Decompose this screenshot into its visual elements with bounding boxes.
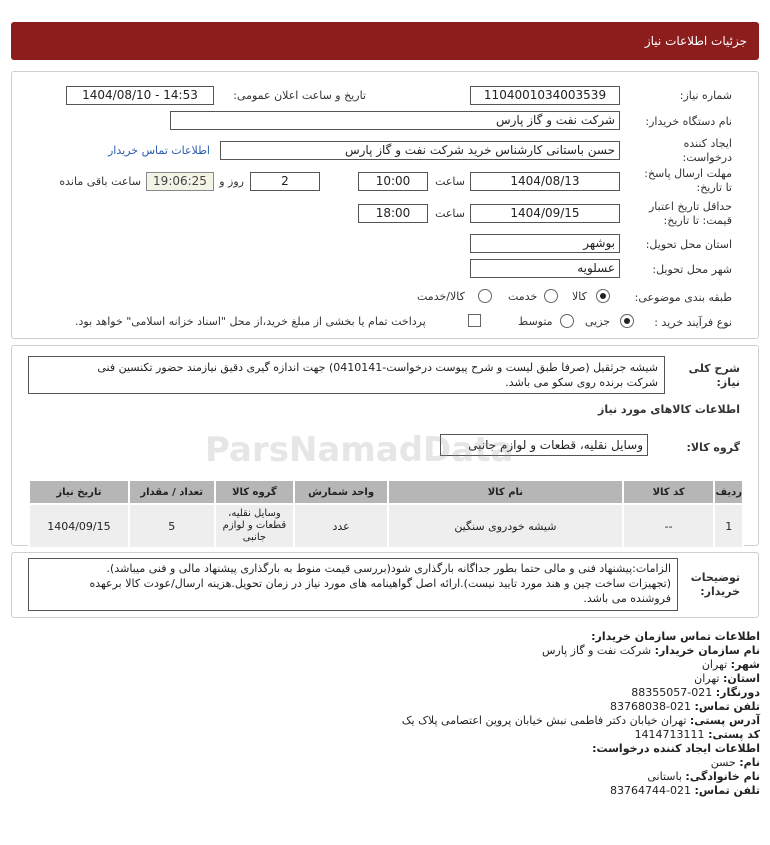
buyer-org-field: شرکت نفت و گاز پارس (170, 111, 620, 130)
creator-label-2: درخواست: (682, 151, 732, 164)
watermark-text: ParsNamadData (205, 430, 514, 470)
city-field: عسلویه (470, 259, 620, 278)
announce-field: 1404/08/10 - 14:53 (66, 86, 214, 105)
days-field: 2 (250, 172, 320, 191)
category-radio-goods-service[interactable] (478, 289, 492, 303)
contact-fax-line (631, 686, 760, 699)
remaining-label: ساعت باقی مانده (59, 175, 141, 188)
col-code: کد کالا (623, 480, 715, 504)
col-row: ردیف (714, 480, 743, 504)
contact-province-label: استان: (723, 672, 760, 685)
contact-fax: 021-88355057 (631, 686, 713, 699)
category-label: طبقه بندی موضوعی: (634, 291, 732, 304)
process-radio-medium[interactable] (560, 314, 574, 328)
col-date: تاریخ نیاز (29, 480, 129, 504)
buyer-notes-label-2: خریدار: (700, 585, 740, 598)
contact-org-label: نام سازمان خریدار: (654, 644, 760, 657)
cell-group (215, 504, 295, 548)
payment-note: پرداخت تمام یا بخشی از مبلغ خرید،از محل "اسناد خزانه اسلامی" خواهد بود. (75, 315, 426, 328)
creator-last-name-line (647, 770, 760, 783)
creator-title-line (592, 742, 760, 755)
goods-group-field: وسایل نقلیه، قطعات و لوازم جانبی (440, 434, 648, 456)
col-unit: واحد شمارش (294, 480, 388, 504)
validity-time-label: ساعت (435, 207, 465, 220)
creator-last-name-label: نام خانوادگی: (685, 770, 760, 783)
creator-phone-line (610, 784, 760, 797)
creator-first-name-label: نام: (739, 756, 760, 769)
contact-address-line (402, 714, 760, 727)
cell-date: 1404/09/15 (29, 504, 129, 548)
goods-group-label: گروه کالا: (686, 441, 740, 454)
buyer-notes-label-1: توضیحات (690, 571, 740, 584)
buyer-notes-line-1: الزامات:پیشنهاد فنی و مالی حتما بطور جداگانه بارگذاری شود(بررسی قیمت منوط به بارگذاری پیشنهاد مالی و فنی میباشد). (106, 562, 671, 575)
creator-field: حسن باستانی کارشناس خرید شرکت نفت و گاز پارس (220, 141, 620, 160)
days-label: روز و (219, 175, 244, 188)
process-option-medium: متوسط (518, 315, 553, 328)
announce-label: تاریخ و ساعت اعلان عمومی: (233, 89, 366, 102)
contact-city: تهران (701, 658, 728, 671)
category-option-goods: کالا (572, 290, 587, 303)
cell-qty: 5 (129, 504, 215, 548)
remaining-time-field: 19:06:25 (146, 172, 214, 191)
description-text-1: شیشه جرثقیل (صرفا طبق لیست و شرح پیوست درخواست-0410141) جهت اندازه گیری دقیق نیازمند حضور تکنسین فنی (97, 361, 658, 374)
cell-name: شیشه خودروی سنگین (388, 504, 623, 548)
creator-last-name: باستانی (647, 770, 682, 783)
contact-postal: 1414713111 (634, 728, 705, 741)
category-option-goods-service: کالا/خدمت (417, 290, 465, 303)
buyer-notes-line-2: (تجهیزات ساخت چین و هند مورد تایید نیست).ارائه اصل گواهینامه های مورد نیاز در زمان تحویل.هزینه ارسال/عودت کالا برعهده (89, 577, 671, 590)
treasury-checkbox[interactable] (468, 314, 481, 327)
deadline-date-field: 1404/08/13 (470, 172, 620, 191)
buyer-notes-box (28, 558, 678, 611)
contact-title-line (591, 630, 760, 643)
contact-org: شرکت نفت و گاز پارس (542, 644, 652, 657)
goods-section-title: اطلاعات کالاهای مورد نیاز (598, 403, 740, 416)
contact-province: تهران (694, 672, 720, 685)
validity-label-1: حداقل تاریخ اعتبار (648, 200, 732, 213)
contact-postal-label: کد پستی: (708, 728, 760, 741)
table-row (29, 504, 743, 548)
col-name: نام کالا (388, 480, 623, 504)
contact-address-label: آدرس پستی: (689, 714, 760, 727)
contact-title: اطلاعات تماس سازمان خریدار: (591, 630, 760, 643)
goods-table (28, 479, 744, 549)
buyer-org-label: نام دستگاه خریدار: (645, 115, 732, 128)
process-radio-minor[interactable] (620, 314, 634, 328)
province-field: بوشهر (470, 234, 620, 253)
contact-phone-line (610, 700, 760, 713)
buyer-contact-link[interactable]: اطلاعات تماس خریدار (108, 144, 210, 157)
contact-address: تهران خیابان دکتر فاطمی نبش خیابان پروین اعتصامی پلاک یک (401, 714, 687, 727)
contact-org-line (542, 644, 760, 657)
deadline-label-1: مهلت ارسال پاسخ: (644, 167, 732, 180)
need-number-label: شماره نیاز: (679, 89, 732, 102)
description-label-2: نیاز: (716, 376, 740, 389)
need-number-field: 1104001034003539 (470, 86, 620, 105)
validity-time-field: 18:00 (358, 204, 428, 223)
description-text-2: شرکت برنده روی سکو می باشد. (505, 376, 658, 389)
contact-phone-label: تلفن تماس: (694, 700, 760, 713)
category-option-service: خدمت (508, 290, 538, 303)
cell-row: 1 (714, 504, 743, 548)
cell-code: -- (623, 504, 715, 548)
description-box (28, 356, 665, 394)
city-label: شهر محل تحویل: (652, 263, 732, 276)
cell-group-line-2: قطعات و لوازم (222, 520, 287, 531)
process-option-minor: جزیی (585, 315, 611, 328)
deadline-time-label: ساعت (435, 175, 465, 188)
buyer-notes-line-3: فروشنده می باشد. (583, 592, 671, 605)
contact-postal-line (635, 728, 760, 741)
contact-phone: 021-83768038 (610, 700, 692, 713)
contact-province-line (694, 672, 760, 685)
contact-fax-label: دورنگار: (715, 686, 760, 699)
creator-first-name-line (711, 756, 760, 769)
cell-unit: عدد (294, 504, 388, 548)
creator-title: اطلاعات ایجاد کننده درخواست: (592, 742, 760, 755)
deadline-label-2: تا تاریخ: (696, 181, 732, 194)
creator-label-1: ایجاد کننده (683, 137, 732, 150)
category-radio-service[interactable] (544, 289, 558, 303)
contact-city-line (702, 658, 760, 671)
col-group: گروه کالا (215, 480, 295, 504)
page-header (11, 22, 759, 60)
validity-label-2: قیمت: تا تاریخ: (663, 214, 732, 227)
category-radio-goods[interactable] (596, 289, 610, 303)
contact-city-label: شهر: (730, 658, 760, 671)
cell-group-line-3: جانبی (242, 532, 267, 543)
deadline-time-field: 10:00 (358, 172, 428, 191)
page-title: جزئیات اطلاعات نیاز (644, 34, 747, 48)
cell-group-line-1: وسایل نقلیه، (228, 508, 281, 519)
creator-phone-label: تلفن تماس: (694, 784, 760, 797)
description-label-1: شرح کلی (688, 362, 740, 375)
process-label: نوع فرآیند خرید : (654, 316, 732, 329)
col-qty: تعداد / مقدار (129, 480, 215, 504)
province-label: استان محل تحویل: (645, 238, 732, 251)
creator-first-name: حسن (710, 756, 736, 769)
creator-phone: 021-83764744 (610, 784, 692, 797)
validity-date-field: 1404/09/15 (470, 204, 620, 223)
